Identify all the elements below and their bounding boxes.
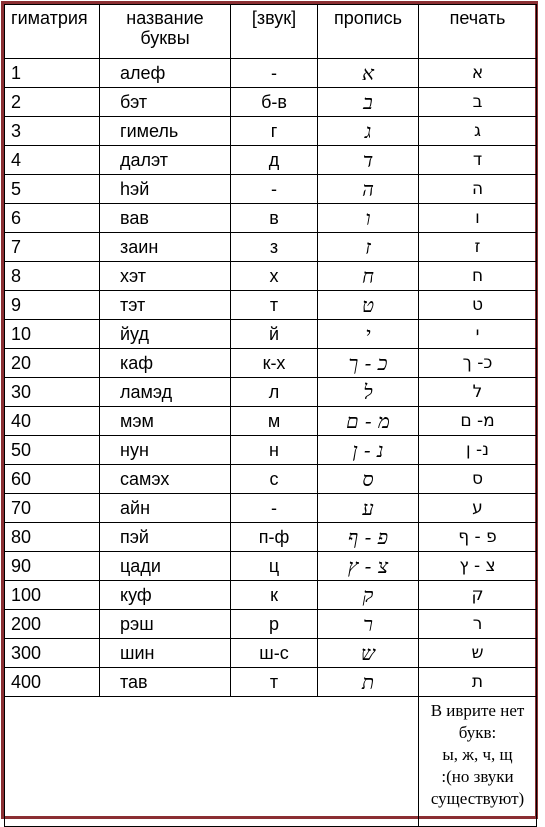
- gematria-cell: 90: [5, 552, 100, 581]
- script-form-cell: ב: [318, 88, 419, 117]
- sound-cell: х: [231, 262, 318, 291]
- letter-name-cell: тэт: [100, 291, 231, 320]
- table-row: [5, 523, 537, 552]
- letter-name-cell: тав: [100, 668, 231, 697]
- print-form-cell: ש: [419, 639, 537, 668]
- hebrew-alphabet-table: [4, 4, 537, 827]
- sound-cell: д: [231, 146, 318, 175]
- table-row: [5, 378, 537, 407]
- gematria-cell: 1: [5, 59, 100, 88]
- script-form-cell: ז: [318, 233, 419, 262]
- print-form-cell: ב: [419, 88, 537, 117]
- sound-cell: -: [231, 494, 318, 523]
- gematria-cell: 80: [5, 523, 100, 552]
- letter-name-cell: hэй: [100, 175, 231, 204]
- table-row: [5, 175, 537, 204]
- sound-cell: л: [231, 378, 318, 407]
- letter-name-cell: пэй: [100, 523, 231, 552]
- gematria-cell: 10: [5, 320, 100, 349]
- table-row: [5, 146, 537, 175]
- script-form-cell: פ - ף: [318, 523, 419, 552]
- gematria-cell: 3: [5, 117, 100, 146]
- note-line3: ы, ж, ч, щ: [442, 745, 513, 764]
- script-form-cell: נ - ן: [318, 436, 419, 465]
- gematria-cell: 200: [5, 610, 100, 639]
- print-form-cell: ר: [419, 610, 537, 639]
- table-row: [5, 204, 537, 233]
- print-form-cell: ה: [419, 175, 537, 204]
- letter-name-cell: самэх: [100, 465, 231, 494]
- table-row: [5, 610, 537, 639]
- note-line2: букв:: [458, 723, 497, 742]
- sound-cell: т: [231, 668, 318, 697]
- print-form-cell: ט: [419, 291, 537, 320]
- sound-cell: п-ф: [231, 523, 318, 552]
- script-form-cell: ש: [318, 639, 419, 668]
- table-row: [5, 436, 537, 465]
- print-form-cell: ג: [419, 117, 537, 146]
- header-sound: [звук]: [231, 5, 318, 59]
- script-form-cell: ו: [318, 204, 419, 233]
- letter-name-cell: йуд: [100, 320, 231, 349]
- gematria-cell: 9: [5, 291, 100, 320]
- table-row: [5, 349, 537, 378]
- table-row: [5, 552, 537, 581]
- print-form-cell: נ- ן: [419, 436, 537, 465]
- sound-cell: в: [231, 204, 318, 233]
- table-row: [5, 88, 537, 117]
- sound-cell: й: [231, 320, 318, 349]
- gematria-cell: 20: [5, 349, 100, 378]
- sound-cell: ш-с: [231, 639, 318, 668]
- note-line5: существуют): [430, 789, 525, 808]
- print-form-cell: א: [419, 59, 537, 88]
- gematria-cell: 300: [5, 639, 100, 668]
- header-letter-name-line2: буквы: [140, 28, 190, 48]
- letter-name-cell: алеф: [100, 59, 231, 88]
- sound-cell: з: [231, 233, 318, 262]
- sound-cell: -: [231, 175, 318, 204]
- sound-cell: р: [231, 610, 318, 639]
- gematria-cell: 6: [5, 204, 100, 233]
- table-row: [5, 320, 537, 349]
- gematria-cell: 30: [5, 378, 100, 407]
- script-form-cell: ד: [318, 146, 419, 175]
- print-form-cell: ד: [419, 146, 537, 175]
- print-form-cell: י: [419, 320, 537, 349]
- script-form-cell: מ - ם: [318, 407, 419, 436]
- table-row: [5, 407, 537, 436]
- gematria-cell: 40: [5, 407, 100, 436]
- table-row: [5, 494, 537, 523]
- print-form-cell: ו: [419, 204, 537, 233]
- gematria-cell: 4: [5, 146, 100, 175]
- script-form-cell: ח: [318, 262, 419, 291]
- script-form-cell: י: [318, 320, 419, 349]
- print-form-cell: פ - ף: [419, 523, 537, 552]
- note-line4: :(но звуки: [441, 767, 514, 786]
- script-form-cell: ה: [318, 175, 419, 204]
- script-form-cell: צ - ץ: [318, 552, 419, 581]
- header-gematria: гиматрия: [5, 5, 100, 59]
- table-row: [5, 291, 537, 320]
- letter-name-cell: шин: [100, 639, 231, 668]
- script-form-cell: ק: [318, 581, 419, 610]
- letter-name-cell: цади: [100, 552, 231, 581]
- table-row: [5, 668, 537, 697]
- note-line1: В иврите нет: [430, 701, 525, 720]
- letter-name-cell: айн: [100, 494, 231, 523]
- script-form-cell: ת: [318, 668, 419, 697]
- header-row: [5, 5, 537, 59]
- gematria-cell: 100: [5, 581, 100, 610]
- script-form-cell: ט: [318, 291, 419, 320]
- sound-cell: г: [231, 117, 318, 146]
- header-letter-name-line1: название: [126, 8, 204, 28]
- footer-row: [5, 697, 537, 827]
- letter-name-cell: бэт: [100, 88, 231, 117]
- print-form-cell: ח: [419, 262, 537, 291]
- header-script: пропись: [318, 5, 419, 59]
- print-form-cell: ז: [419, 233, 537, 262]
- table-row: [5, 233, 537, 262]
- script-form-cell: ל: [318, 378, 419, 407]
- gematria-cell: 400: [5, 668, 100, 697]
- print-form-cell: ס: [419, 465, 537, 494]
- gematria-cell: 50: [5, 436, 100, 465]
- script-form-cell: א: [318, 59, 419, 88]
- script-form-cell: ר: [318, 610, 419, 639]
- gematria-cell: 60: [5, 465, 100, 494]
- script-form-cell: ס: [318, 465, 419, 494]
- script-form-cell: ג: [318, 117, 419, 146]
- letter-name-cell: нун: [100, 436, 231, 465]
- letter-name-cell: мэм: [100, 407, 231, 436]
- table-row: [5, 59, 537, 88]
- sound-cell: н: [231, 436, 318, 465]
- print-form-cell: מ- ם: [419, 407, 537, 436]
- missing-letters-note: [419, 697, 537, 827]
- sound-cell: ц: [231, 552, 318, 581]
- letter-name-cell: рэш: [100, 610, 231, 639]
- letter-name-cell: каф: [100, 349, 231, 378]
- table-row: [5, 262, 537, 291]
- print-form-cell: צ - ץ: [419, 552, 537, 581]
- sound-cell: к: [231, 581, 318, 610]
- table-row: [5, 465, 537, 494]
- gematria-cell: 5: [5, 175, 100, 204]
- print-form-cell: כ- ך: [419, 349, 537, 378]
- print-form-cell: ל: [419, 378, 537, 407]
- letter-name-cell: заин: [100, 233, 231, 262]
- header-letter-name: [100, 5, 231, 59]
- gematria-cell: 70: [5, 494, 100, 523]
- script-form-cell: כ - ך: [318, 349, 419, 378]
- print-form-cell: ק: [419, 581, 537, 610]
- header-print: печать: [419, 5, 537, 59]
- sound-cell: т: [231, 291, 318, 320]
- letter-name-cell: далэт: [100, 146, 231, 175]
- gematria-cell: 2: [5, 88, 100, 117]
- sound-cell: м: [231, 407, 318, 436]
- footer-blank-cell: [5, 697, 419, 827]
- gematria-cell: 8: [5, 262, 100, 291]
- letter-name-cell: куф: [100, 581, 231, 610]
- gematria-cell: 7: [5, 233, 100, 262]
- sound-cell: -: [231, 59, 318, 88]
- letter-name-cell: гимель: [100, 117, 231, 146]
- sound-cell: с: [231, 465, 318, 494]
- letter-name-cell: хэт: [100, 262, 231, 291]
- letter-name-cell: вав: [100, 204, 231, 233]
- print-form-cell: ת: [419, 668, 537, 697]
- sound-cell: б-в: [231, 88, 318, 117]
- sound-cell: к-х: [231, 349, 318, 378]
- letter-name-cell: ламэд: [100, 378, 231, 407]
- table-row: [5, 581, 537, 610]
- print-form-cell: ע: [419, 494, 537, 523]
- script-form-cell: ע: [318, 494, 419, 523]
- table-row: [5, 117, 537, 146]
- table-row: [5, 639, 537, 668]
